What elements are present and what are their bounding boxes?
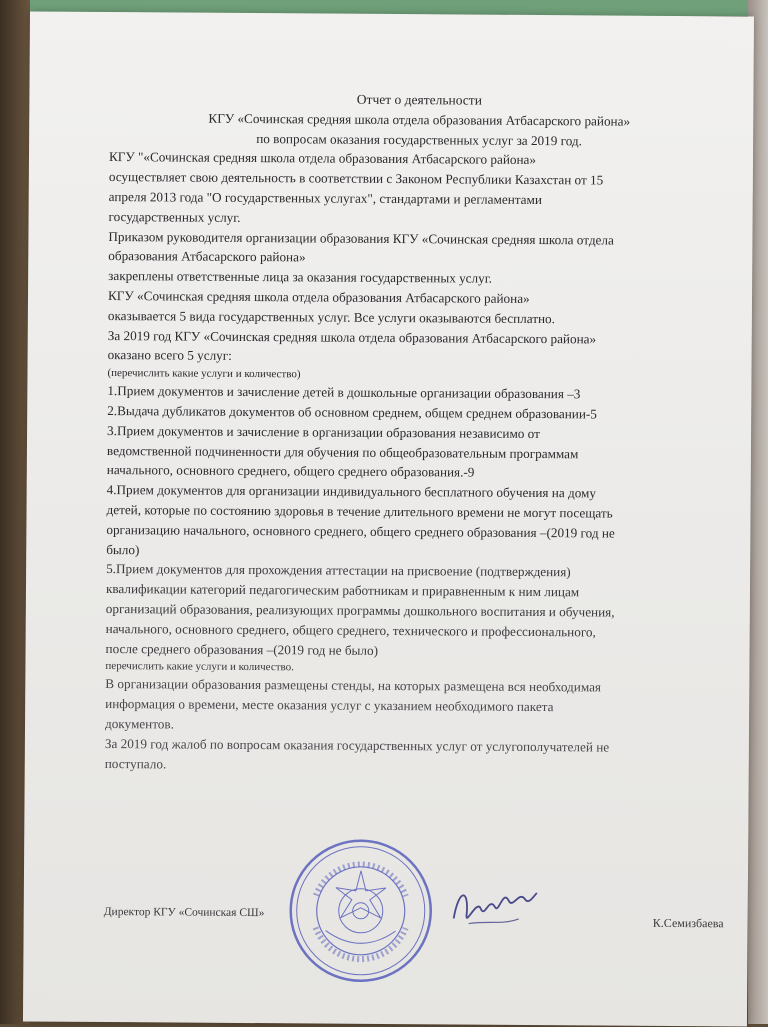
text-line: начального, основного среднего, общего среднего, технического и профессионального, <box>105 620 596 640</box>
order-paragraph <box>108 227 728 291</box>
list-note-2: перечислить какие услуги и количество. <box>105 660 294 674</box>
director-name: К.Семизбаева <box>652 915 724 931</box>
text-line: организаций образования, реализующих программы дошкольного воспитания и обучения, <box>105 600 615 620</box>
text-line: после среднего образования –(2019 год не было) <box>105 640 379 658</box>
text-line: было) <box>106 541 140 557</box>
text-line: За 2019 год КГУ «Сочинская средняя школа отдела образования Атбасарского района» <box>107 327 597 346</box>
service-item-4 <box>106 480 727 564</box>
text-line: КГУ "«Сочинская средняя школа отдела образования Атбасарского района» <box>108 149 537 168</box>
text-line: апреля 2013 года "О государственных услугах", стандартами и регламентами <box>108 189 543 208</box>
signature-block <box>104 902 724 946</box>
text-line: За 2019 год жалоб по вопросам оказания государственных услуг от услугополучателей не <box>104 735 610 755</box>
stands-paragraph <box>105 674 725 738</box>
list-note: (перечислить какие услуги и количество) <box>107 367 301 381</box>
text-line: документов. <box>104 715 174 732</box>
text-line: государственных услуг. <box>108 208 241 225</box>
text-line: начального, основного среднего, общего среднего образования.-9 <box>106 462 475 480</box>
text-line: закреплены ответственные лица за оказания государственных услуг. <box>108 268 493 286</box>
text-line: информация о времени, месте оказания услуг с указанием необходимого пакета <box>105 696 554 715</box>
text-line: детей, которые по состоянию здоровья в течение длительного времени не могут посещать <box>106 501 613 521</box>
text-line: 4.Прием документов для организации индивидуального бесплатного обучения на дому <box>106 482 597 501</box>
text-line: осуществляет свою деятельность в соответствии с Законом Республики Казахстан от 15 <box>108 169 604 188</box>
service-item-3 <box>107 421 727 485</box>
services-count-paragraph <box>108 286 728 330</box>
director-title: Директор КГУ «Сочинская СШ» <box>103 906 265 920</box>
text-line: организацию начального, основного среднего, общего среднего образования –(2019 год не <box>106 521 615 541</box>
text-line: КГУ «Сочинская средняя школа отдела образования Атбасарского района» <box>107 287 530 306</box>
text-line: ведомственной подчиненности для обучения по общеобразовательным программам <box>106 442 579 461</box>
document-body <box>105 88 730 778</box>
doc-title: Отчет о деятельности <box>356 91 483 108</box>
text-line: поступало. <box>104 755 167 771</box>
text-line: оказывается 5 вида государственных услуг. Все услуги оказываются бесплатно. <box>107 307 556 326</box>
text-line: 2.Выдача дубликатов документов об основном среднем, общем среднем образовании-5 <box>107 402 597 422</box>
year-total-paragraph <box>108 326 728 370</box>
text-line: Приказом руководителя организации образования КГУ «Сочинская средняя школа отдела <box>108 228 614 248</box>
text-line: 5.Прием документов для прохождения аттестации на присвоение (подтверждения) <box>106 561 571 580</box>
text-line: квалификации категорий педагогическим работникам и приравненным к ним лицам <box>105 581 580 600</box>
service-item-5 <box>105 559 726 662</box>
doc-subtitle-2: по вопросам оказания государственных услуг за 2019 год. <box>256 130 583 148</box>
paper-sheet <box>23 11 754 1026</box>
text-line: 1.Прием документов и зачисление детей в дошкольные организации образования –3 <box>107 383 581 402</box>
complaints-paragraph <box>105 734 725 778</box>
text-line: 3.Прием документов и зачисление в организации образования независимо от <box>107 422 540 441</box>
text-line: В организации образования размещены стенды, на которых размещена вся необходимая <box>105 676 602 695</box>
doc-subtitle-1: КГУ «Сочинская средняя школа отдела образования Атбасарского района» <box>208 110 631 129</box>
intro-paragraph <box>109 147 730 231</box>
text-line: образования Атбасарского района» <box>108 248 306 265</box>
text-line: оказано всего 5 услуг: <box>107 347 232 364</box>
